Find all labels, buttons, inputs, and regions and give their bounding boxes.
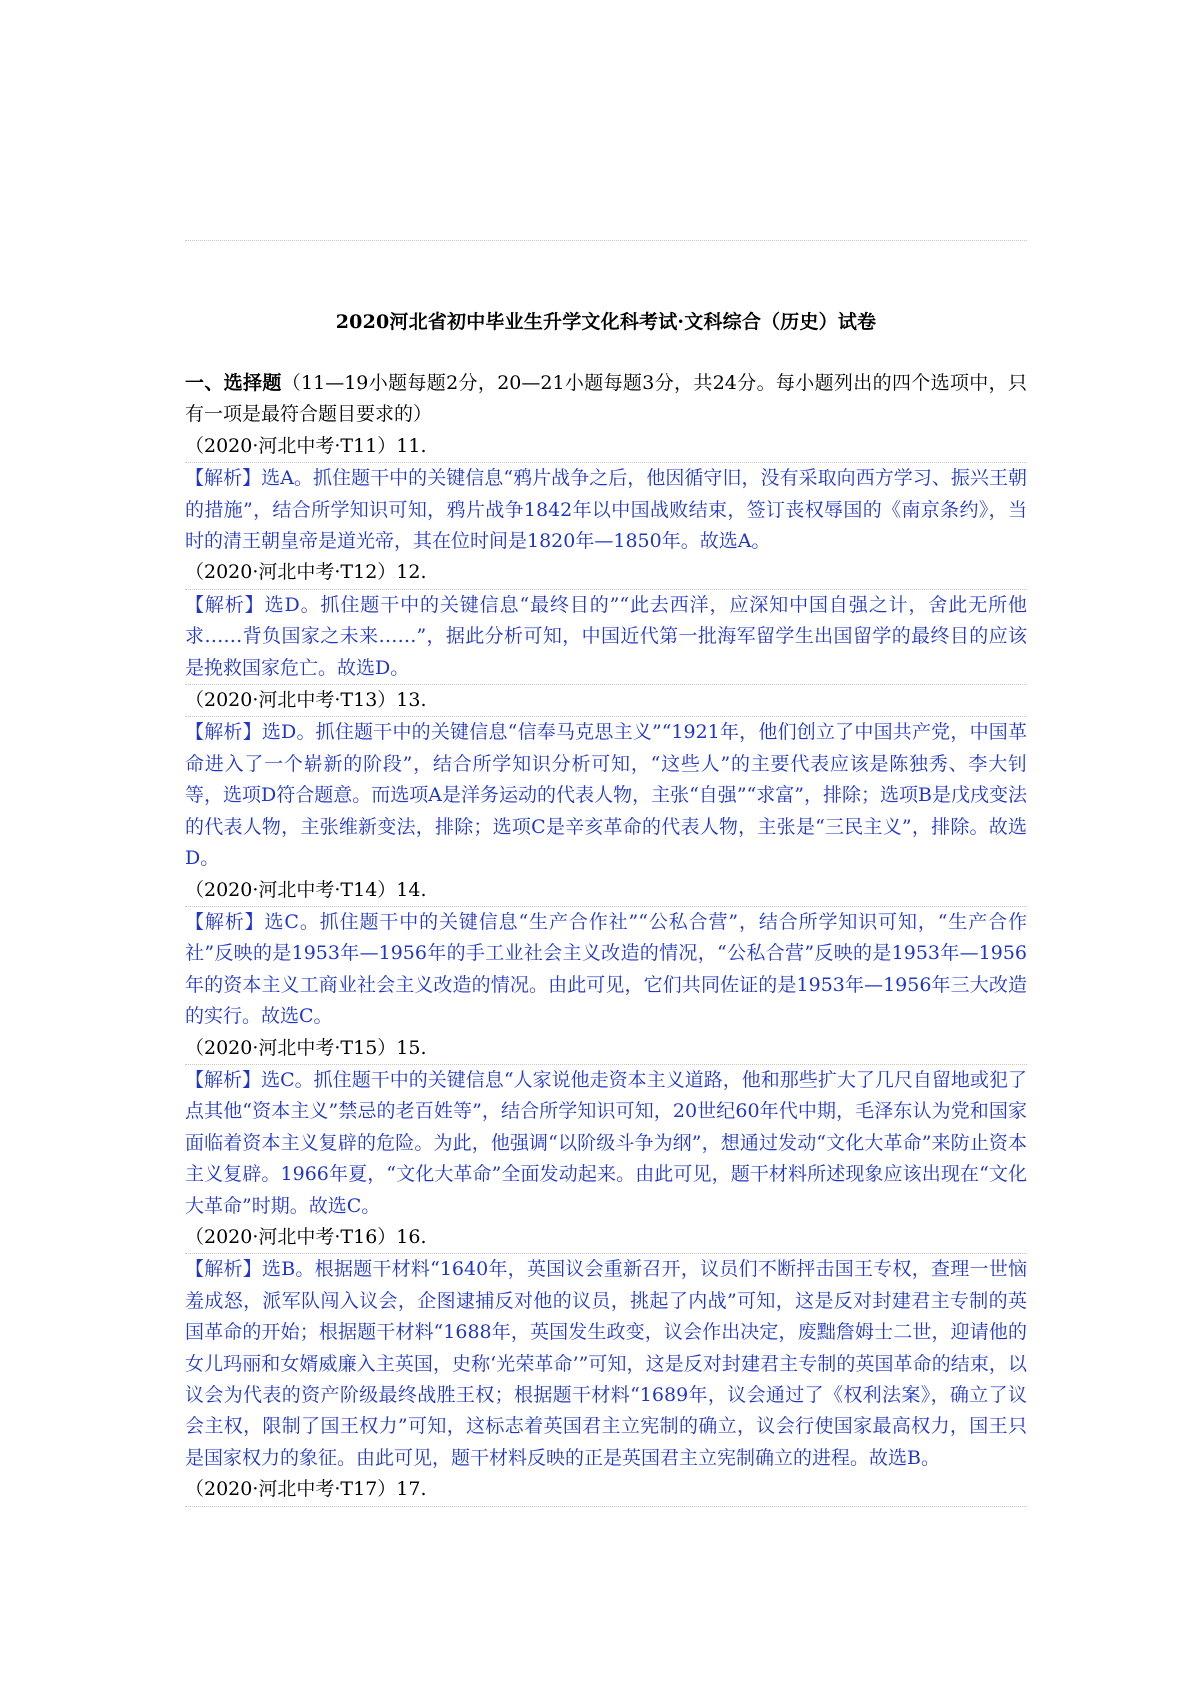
analysis-14 bbox=[185, 907, 1027, 1033]
analysis-tag: 【解析】 bbox=[185, 910, 265, 933]
document-body bbox=[185, 368, 1027, 1507]
page-title: 2020河北省初中毕业生升学文化科考试·文科综合（历史）试卷 bbox=[335, 311, 877, 333]
analysis-tag: 【解析】 bbox=[185, 721, 262, 744]
analysis-text: 选C。抓住题干中的关键信息“生产合作社”“公私合营”，结合所学知识可知，“生产合作社”反映的是1953年—1956年的手工业社会主义改造的情况，“公私合营”反映的是1953年—1956年的资本主义工商业社会主义改造的情况。由此可见，它们共同佐证的是1953年—1956年三大改造的实行。故选C。 bbox=[185, 910, 1027, 1028]
question-ref-14: （2020·河北中考·T14）14. bbox=[185, 878, 427, 901]
analysis-tag: 【解析】 bbox=[185, 593, 265, 616]
header-divider bbox=[185, 240, 1027, 241]
question-ref-13: （2020·河北中考·T13）13. bbox=[185, 689, 427, 712]
analysis-15 bbox=[185, 1065, 1027, 1222]
section-note: （11—19小题每题2分，20—21小题每题3分，共24分。每小题列出的四个选项中，只有一项是最符合题目要求的） bbox=[185, 372, 1027, 426]
analysis-text: 选C。抓住题干中的关键信息“人家说他走资本主义道路，他和那些扩大了几尺自留地或犯了点其他“资本主义”禁忌的老百姓等”，结合所学知识可知，20世纪60年代中期，毛泽东认为党和国家面临着资本主义复辟的危险。为此，他强调“以阶级斗争为纲”，想通过发动“文化大革命”来防止资本主义复辟。1966年夏，“文化大革命”全面发动起来。由此可见，题干材料所述现象应该出现在“文化大革命”时期。故选C。 bbox=[185, 1068, 1027, 1217]
analysis-12 bbox=[185, 590, 1027, 684]
analysis-tag: 【解析】 bbox=[185, 1068, 262, 1091]
analysis-tag: 【解析】 bbox=[185, 1258, 262, 1281]
question-ref-16: （2020·河北中考·T16）16. bbox=[185, 1225, 427, 1248]
section-heading bbox=[185, 368, 1027, 431]
analysis-text: 选A。抓住题干中的关键信息“鸦片战争之后，他因循守旧，没有采取向西方学习、振兴王朝的措施”，结合所学知识可知，鸦片战争1842年以中国战败结束，签订丧权辱国的《南京条约》，当时的清王朝皇帝是道光帝，其在位时间是1820年—1850年。故选A。 bbox=[185, 467, 1027, 553]
question-ref-17: （2020·河北中考·T17）17. bbox=[185, 1478, 427, 1501]
dotted-divider bbox=[185, 1506, 1027, 1507]
analysis-text: 选D。抓住题干中的关键信息“信奉马克思主义”“1921年，他们创立了中国共产党，中国革命进入了一个崭新的阶段”，结合所学知识分析可知，“这些人”的主要代表应该是陈独秀、李大钊等，选项D符合题意。而选项A是洋务运动的代表人物，主张“自强”“求富”，排除；选项B是戊戌变法的代表人物，主张维新变法，排除；选项C是辛亥革命的代表人物，主张是“三民主义”，排除。故选D。 bbox=[185, 721, 1027, 870]
analysis-text: 选B。根据题干材料“1640年，英国议会重新召开，议员们不断抨击国王专权，查理一世恼羞成怒，派军队闯入议会，企图逮捕反对他的议员，挑起了内战”可知，这是反对封建君主专制的英国革命的开始；根据题干材料“1688年，英国发生政变，议会作出决定，废黜詹姆士二世，迎请他的女儿玛丽和女婿威廉入主英国，史称‘光荣革命’”可知，这是反对封建君主专制的英国革命的结束，以议会为代表的资产阶级最终战胜王权；根据题干材料“1689年，议会通过了《权利法案》，确立了议会主权，限制了国王权力”可知，这标志着英国君主立宪制的确立，议会行使国家最高权力，国王只是国家权力的象征。由此可见，题干材料反映的正是英国君主立宪制确立的进程。故选B。 bbox=[185, 1258, 1027, 1469]
section-label: 一、选择题 bbox=[185, 372, 282, 394]
question-ref-12: （2020·河北中考·T12）12. bbox=[185, 561, 427, 584]
analysis-tag: 【解析】 bbox=[185, 467, 262, 490]
question-ref-15: （2020·河北中考·T15）15. bbox=[185, 1036, 427, 1059]
analysis-13 bbox=[185, 717, 1027, 874]
analysis-text: 选D。抓住题干中的关键信息“最终目的”“此去西洋，应深知中国自强之计，舍此无所他求……背负国家之未来……”，据此分析可知，中国近代第一批海军留学生出国留学的最终目的应该是挽救国家危亡。故选D。 bbox=[185, 593, 1027, 679]
question-ref-11: （2020·河北中考·T11）11. bbox=[185, 434, 427, 457]
analysis-16 bbox=[185, 1254, 1027, 1474]
analysis-11 bbox=[185, 463, 1027, 557]
